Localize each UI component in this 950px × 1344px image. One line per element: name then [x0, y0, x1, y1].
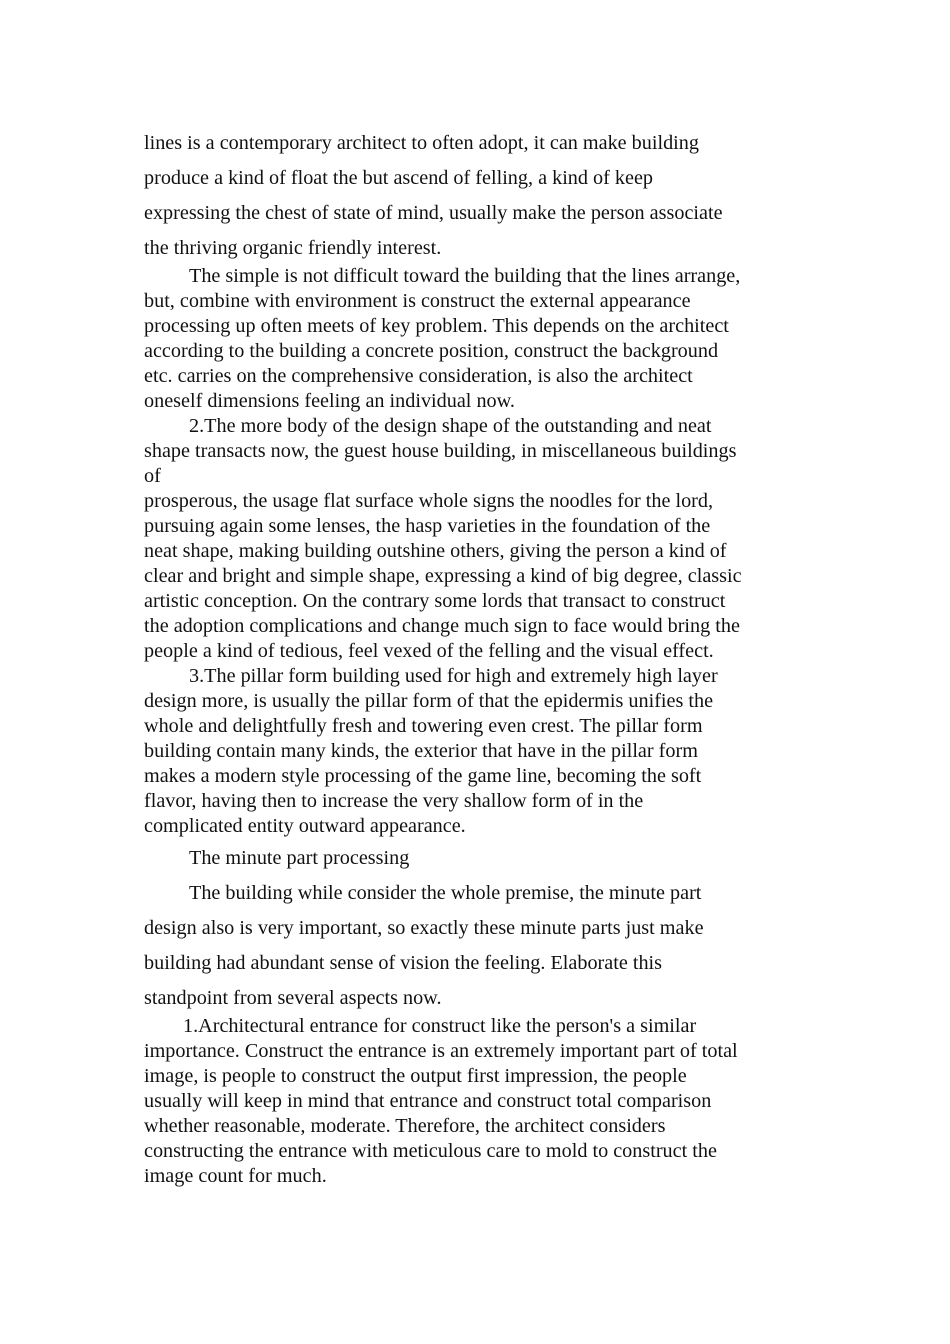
text-line: clear and bright and simple shape, expressing a kind of big degree, classic	[144, 565, 742, 587]
text-line: The simple is not difficult toward the building that the lines arrange,	[189, 265, 741, 287]
text-line: according to the building a concrete position, construct the background	[144, 340, 719, 362]
text-line: building had abundant sense of vision the feeling. Elaborate this	[144, 952, 663, 974]
text-line: neat shape, making building outshine others, giving the person a kind of	[144, 540, 727, 562]
text-line: makes a modern style processing of the game line, becoming the soft	[144, 765, 702, 787]
text-line: but, combine with environment is construct the external appearance	[144, 290, 691, 312]
text-line: image count for much.	[144, 1165, 327, 1187]
text-line: prosperous, the usage flat surface whole signs the noodles for the lord,	[144, 490, 714, 512]
text-line: expressing the chest of state of mind, usually make the person associate	[144, 202, 723, 224]
text-line: standpoint from several aspects now.	[144, 987, 442, 1009]
text-line: people a kind of tedious, feel vexed of the felling and the visual effect.	[144, 640, 714, 662]
text-line: lines is a contemporary architect to often adopt, it can make building	[144, 132, 699, 154]
text-line: 1.Architectural entrance for construct like the person's a similar	[183, 1015, 697, 1037]
text-line: importance. Construct the entrance is an extremely important part of total	[144, 1040, 738, 1062]
text-line: 2.The more body of the design shape of the outstanding and neat	[189, 415, 712, 437]
text-line: The minute part processing	[189, 847, 410, 869]
text-line: the adoption complications and change much sign to face would bring the	[144, 615, 740, 637]
text-line: the thriving organic friendly interest.	[144, 237, 442, 259]
text-line: design also is very important, so exactly these minute parts just make	[144, 917, 704, 939]
text-line: produce a kind of float the but ascend of felling, a kind of keep	[144, 167, 654, 189]
text-line: etc. carries on the comprehensive consideration, is also the architect	[144, 365, 693, 387]
text-line: processing up often meets of key problem. This depends on the architect	[144, 315, 729, 337]
text-line: flavor, having then to increase the very shallow form of in the	[144, 790, 644, 812]
text-line: whole and delightfully fresh and towering even crest. The pillar form	[144, 715, 703, 737]
text-line: oneself dimensions feeling an individual now.	[144, 390, 515, 412]
text-line: building contain many kinds, the exterior that have in the pillar form	[144, 740, 698, 762]
text-line: 3.The pillar form building used for high and extremely high layer	[189, 665, 718, 687]
text-line: constructing the entrance with meticulous care to mold to construct the	[144, 1140, 717, 1162]
text-line: usually will keep in mind that entrance and construct total comparison	[144, 1090, 712, 1112]
text-line: complicated entity outward appearance.	[144, 815, 466, 837]
text-line: design more, is usually the pillar form of that the epidermis unifies the	[144, 690, 714, 712]
text-line: of	[144, 465, 161, 487]
text-line: shape transacts now, the guest house building, in miscellaneous buildings	[144, 440, 737, 462]
text-line: artistic conception. On the contrary some lords that transact to construct	[144, 590, 726, 612]
text-line: pursuing again some lenses, the hasp varieties in the foundation of the	[144, 515, 711, 537]
text-line: The building while consider the whole premise, the minute part	[189, 882, 702, 904]
text-line: image, is people to construct the output first impression, the people	[144, 1065, 687, 1087]
text-line: whether reasonable, moderate. Therefore, the architect considers	[144, 1115, 666, 1137]
